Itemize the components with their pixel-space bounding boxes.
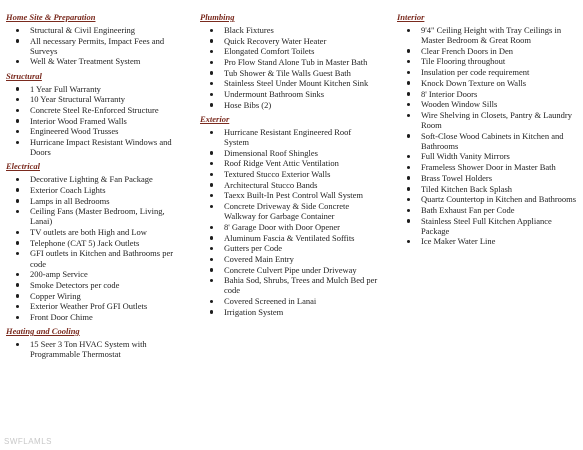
feature-item: Knock Down Texture on Walls <box>397 78 580 88</box>
feature-item: Architectural Stucco Bands <box>200 180 378 190</box>
feature-item: 8' Garage Door with Door Opener <box>200 222 378 232</box>
feature-item: Pro Flow Stand Alone Tub in Master Bath <box>200 57 378 67</box>
feature-item: Full Width Vanity Mirrors <box>397 151 580 161</box>
feature-item: Brass Towel Holders <box>397 173 580 183</box>
section-heading-exterior: Exterior <box>200 113 230 124</box>
feature-item: Decorative Lighting & Fan Package <box>6 174 176 184</box>
feature-item: Smoke Detectors per code <box>6 280 176 290</box>
section-heading-structural: Structural <box>6 70 42 81</box>
feature-item: Covered Screened in Lanai <box>200 296 378 306</box>
feature-item: Ceiling Fans (Master Bedroom, Living, Lanai) <box>6 206 176 226</box>
feature-item: 15 Seer 3 Ton HVAC System with Programmable Thermostat <box>6 339 176 359</box>
feature-list-home-site-preparation <box>6 25 176 67</box>
feature-item: Aluminum Fascia & Ventilated Soffits <box>200 233 378 243</box>
feature-list-electrical <box>6 174 176 322</box>
section-heading-electrical: Electrical <box>6 161 40 172</box>
feature-item: Clear French Doors in Den <box>397 46 580 56</box>
feature-item: Exterior Coach Lights <box>6 185 176 195</box>
feature-item: 8' Interior Doors <box>397 89 580 99</box>
feature-item: Frameless Shower Door in Master Bath <box>397 162 580 172</box>
feature-item: Tub Shower & Tile Walls Guest Bath <box>200 68 378 78</box>
feature-item: Wooden Window Sills <box>397 99 580 109</box>
feature-item: Tile Flooring throughout <box>397 56 580 66</box>
feature-item: Concrete Steel Re-Enforced Structure <box>6 105 176 115</box>
feature-item: Dimensional Roof Shingles <box>200 148 378 158</box>
feature-item: All necessary Permits, Impact Fees and Surveys <box>6 36 176 56</box>
feature-item: Well & Water Treatment System <box>6 56 176 66</box>
feature-list-structural <box>6 84 176 158</box>
feature-item: Stainless Steel Full Kitchen Appliance Package <box>397 216 580 236</box>
column-middle <box>200 12 378 321</box>
feature-item: Concrete Driveway & Side Concrete Walkway for Garbage Container <box>200 201 378 221</box>
feature-list-interior <box>397 25 580 246</box>
feature-item: Structural & Civil Engineering <box>6 25 176 35</box>
feature-item: Irrigation System <box>200 307 378 317</box>
section-heading-home-site-preparation: Home Site & Preparation <box>6 12 96 22</box>
column-right <box>397 12 580 250</box>
feature-item: Hurricane Resistant Engineered Roof System <box>200 127 378 147</box>
feature-item: Black Fixtures <box>200 25 378 35</box>
feature-item: Wire Shelving in Closets, Pantry & Laundry Room <box>397 110 580 130</box>
feature-item: Gutters per Code <box>200 243 378 253</box>
feature-item: Roof Ridge Vent Attic Ventilation <box>200 158 378 168</box>
feature-item: Bahia Sod, Shrubs, Trees and Mulch Bed per code <box>200 275 378 295</box>
feature-item: Hose Bibs (2) <box>200 100 378 110</box>
feature-item: Tiled Kitchen Back Splash <box>397 184 580 194</box>
section-heading-heating-and-cooling: Heating and Cooling <box>6 326 80 337</box>
watermark: SWFLAMLS <box>4 437 53 446</box>
feature-item: Ice Maker Water Line <box>397 236 580 246</box>
feature-item: 10 Year Structural Warranty <box>6 94 176 104</box>
feature-item: Hurricane Impact Resistant Windows and Doors <box>6 137 176 157</box>
feature-item: Quick Recovery Water Heater <box>200 36 378 46</box>
feature-item: Quartz Countertop in Kitchen and Bathrooms <box>397 194 580 204</box>
feature-item: Copper Wiring <box>6 291 176 301</box>
feature-list-heating-and-cooling <box>6 339 176 359</box>
feature-item: Insulation per code requirement <box>397 67 580 77</box>
feature-item: Engineered Wood Trusses <box>6 126 176 136</box>
feature-item: 9'4" Ceiling Height with Tray Ceilings in Master Bedroom & Great Room <box>397 25 580 45</box>
feature-item: Front Door Chime <box>6 312 176 322</box>
column-left <box>6 12 176 363</box>
feature-list-exterior <box>200 127 378 317</box>
feature-list-plumbing <box>200 25 378 110</box>
feature-item: Undermount Bathroom Sinks <box>200 89 378 99</box>
section-heading-plumbing: Plumbing <box>200 12 235 22</box>
feature-item: GFI outlets in Kitchen and Bathrooms per code <box>6 248 176 268</box>
feature-item: Covered Main Entry <box>200 254 378 264</box>
feature-item: Soft-Close Wood Cabinets in Kitchen and Bathrooms <box>397 131 580 151</box>
feature-item: Concrete Culvert Pipe under Driveway <box>200 265 378 275</box>
feature-item: Elongated Comfort Toilets <box>200 46 378 56</box>
feature-item: Exterior Weather Prof GFI Outlets <box>6 301 176 311</box>
feature-item: Taexx Built-In Pest Control Wall System <box>200 190 378 200</box>
feature-item: Textured Stucco Exterior Walls <box>200 169 378 179</box>
feature-item: Telephone (CAT 5) Jack Outlets <box>6 238 176 248</box>
feature-item: TV outlets are both High and Low <box>6 227 176 237</box>
feature-item: Stainless Steel Under Mount Kitchen Sink <box>200 78 378 88</box>
section-heading-interior: Interior <box>397 12 425 22</box>
feature-item: 1 Year Full Warranty <box>6 84 176 94</box>
feature-item: Bath Exhaust Fan per Code <box>397 205 580 215</box>
feature-item: Lamps in all Bedrooms <box>6 196 176 206</box>
feature-item: 200-amp Service <box>6 269 176 279</box>
feature-item: Interior Wood Framed Walls <box>6 116 176 126</box>
